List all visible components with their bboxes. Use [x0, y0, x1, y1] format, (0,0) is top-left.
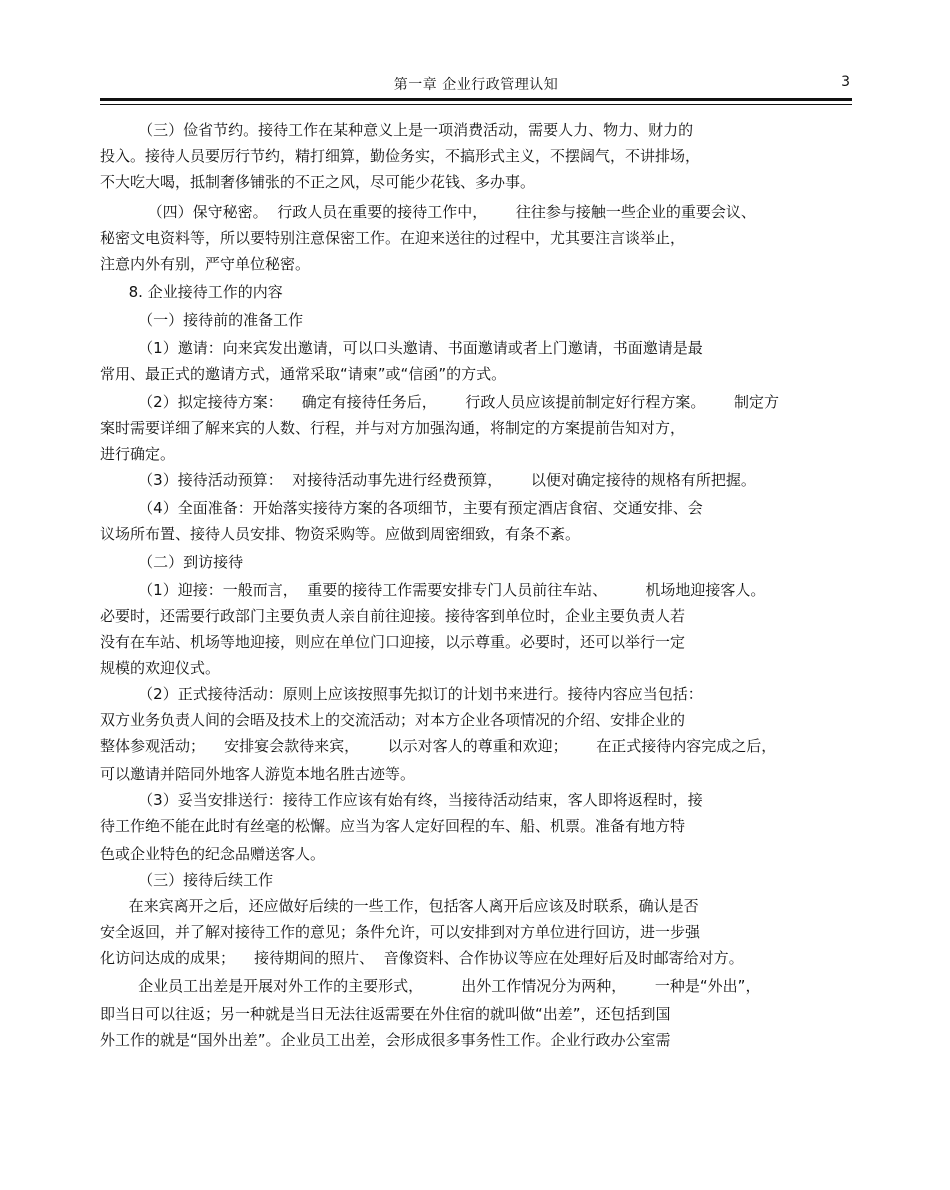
text-line: 外工作的就是“国外出差”。企业员工出差，会形成很多事务性工作。企业行政办公室需: [100, 1031, 671, 1049]
text-line: 双方业务负责人间的会晤及技术上的交流活动；对本方企业各项情况的介绍、安排企业的: [100, 711, 686, 729]
text-line: （二）到访接待: [100, 553, 244, 571]
text-line: （4）全面准备：开始落实接待方案的各项细节，主要有预定酒店食宿、交通安排、会: [100, 499, 703, 517]
text-line: （1）邀请：向来宾发出邀请，可以口头邀请、书面邀请或者上门邀请，书面邀请是最: [100, 339, 703, 357]
text-line: 即当日可以往返；另一种就是当日无法往返需要在外住宿的就叫做“出差”，还包括到国: [100, 1005, 671, 1023]
text-line: 色或企业特色的纪念品赠送客人。: [100, 845, 326, 863]
text-line: 在来宾离开之后，还应做好后续的一些工作，包括客人离开后应该及时联系，确认是否: [100, 897, 699, 915]
text-line: （一）接待前的准备工作: [100, 311, 304, 329]
header-rule-thin: [100, 104, 852, 105]
text-line: （1）迎接：一般而言， 重要的接待工作需要安排专门人员前往车站、 机场地迎接客人。: [100, 581, 766, 599]
text-line: 议场所布置、接待人员安排、物资采购等。应做到周密细致，有条不紊。: [100, 525, 581, 543]
page-header: [100, 72, 852, 98]
text-line: （三）接待后续工作: [100, 871, 274, 889]
page-number: 3: [841, 74, 850, 90]
text-line: 秘密文电资料等，所以要特别注意保密工作。在迎来送往的过程中，尤其要注言谈举止，: [100, 229, 686, 247]
text-line: 企业员工出差是开展对外工作的主要形式， 出外工作情况分为两种， 一种是“外出”，: [100, 977, 761, 995]
text-line: （3）接待活动预算： 对接待活动事先进行经费预算， 以便对确定接待的规格有所把握。: [100, 471, 756, 489]
text-line: 注意内外有别，严守单位秘密。: [100, 255, 311, 273]
text-line: 规模的欢迎仪式。: [100, 659, 221, 677]
text-line: （3）妥当安排送行：接待工作应该有始有终，当接待活动结束，客人即将返程时，接: [100, 791, 703, 809]
text-line: 不大吃大喝，抵制奢侈铺张的不正之风，尽可能少花钱、多办事。: [100, 173, 536, 191]
header-rule-thick: [100, 98, 852, 101]
text-line: （2）拟定接待方案： 确定有接待任务后， 行政人员应该提前制定好行程方案。 制定方: [100, 393, 779, 411]
text-line: 常用、最正式的邀请方式，通常采取“请柬”或“信函”的方式。: [100, 365, 507, 383]
text-line: 必要时，还需要行政部门主要负责人亲自前往迎接。接待客到单位时，企业主要负责人若: [100, 607, 686, 625]
text-line: 进行确定。: [100, 445, 176, 463]
text-line: 待工作绝不能在此时有丝毫的松懈。应当为客人定好回程的车、船、机票。准备有地方特: [100, 817, 686, 835]
text-line: （四）保守秘密。 行政人员在重要的接待工作中， 往往参与接触一些企业的重要会议、: [100, 203, 756, 221]
text-line: 整体参观活动； 安排宴会款待来宾， 以示对客人的尊重和欢迎； 在正式接待内容完成之后，: [100, 737, 777, 755]
text-line: （2）正式接待活动：原则上应该按照事先拟订的计划书来进行。接待内容应当包括：: [100, 685, 703, 703]
text-line: 安全返回，并了解对接待工作的意见；条件允许，可以安排到对方单位进行回访，进一步强: [100, 923, 701, 941]
text-line: 可以邀请并陪同外地客人游览本地名胜古迹等。: [100, 765, 416, 783]
text-line: 8. 企业接待工作的内容: [100, 283, 283, 301]
text-line: 没有在车站、机场等地迎接，则应在单位门口迎接，以示尊重。必要时，还可以举行一定: [100, 633, 686, 651]
chapter-title: 第一章 企业行政管理认知: [393, 77, 559, 93]
text-line: （三）俭省节约。接待工作在某种意义上是一项消费活动，需要人力、物力、财力的: [100, 121, 694, 139]
text-line: 投入。接待人员要厉行节约，精打细算，勤俭务实，不搞形式主义，不摆阔气，不讲排场，: [100, 147, 701, 165]
text-line: 案时需要详细了解来宾的人数、行程，并与对方加强沟通，将制定的方案提前告知对方，: [100, 419, 686, 437]
text-line: 化访问达成的成果； 接待期间的照片、 音像资料、合作协议等应在处理好后及时邮寄给对方。: [100, 949, 744, 967]
